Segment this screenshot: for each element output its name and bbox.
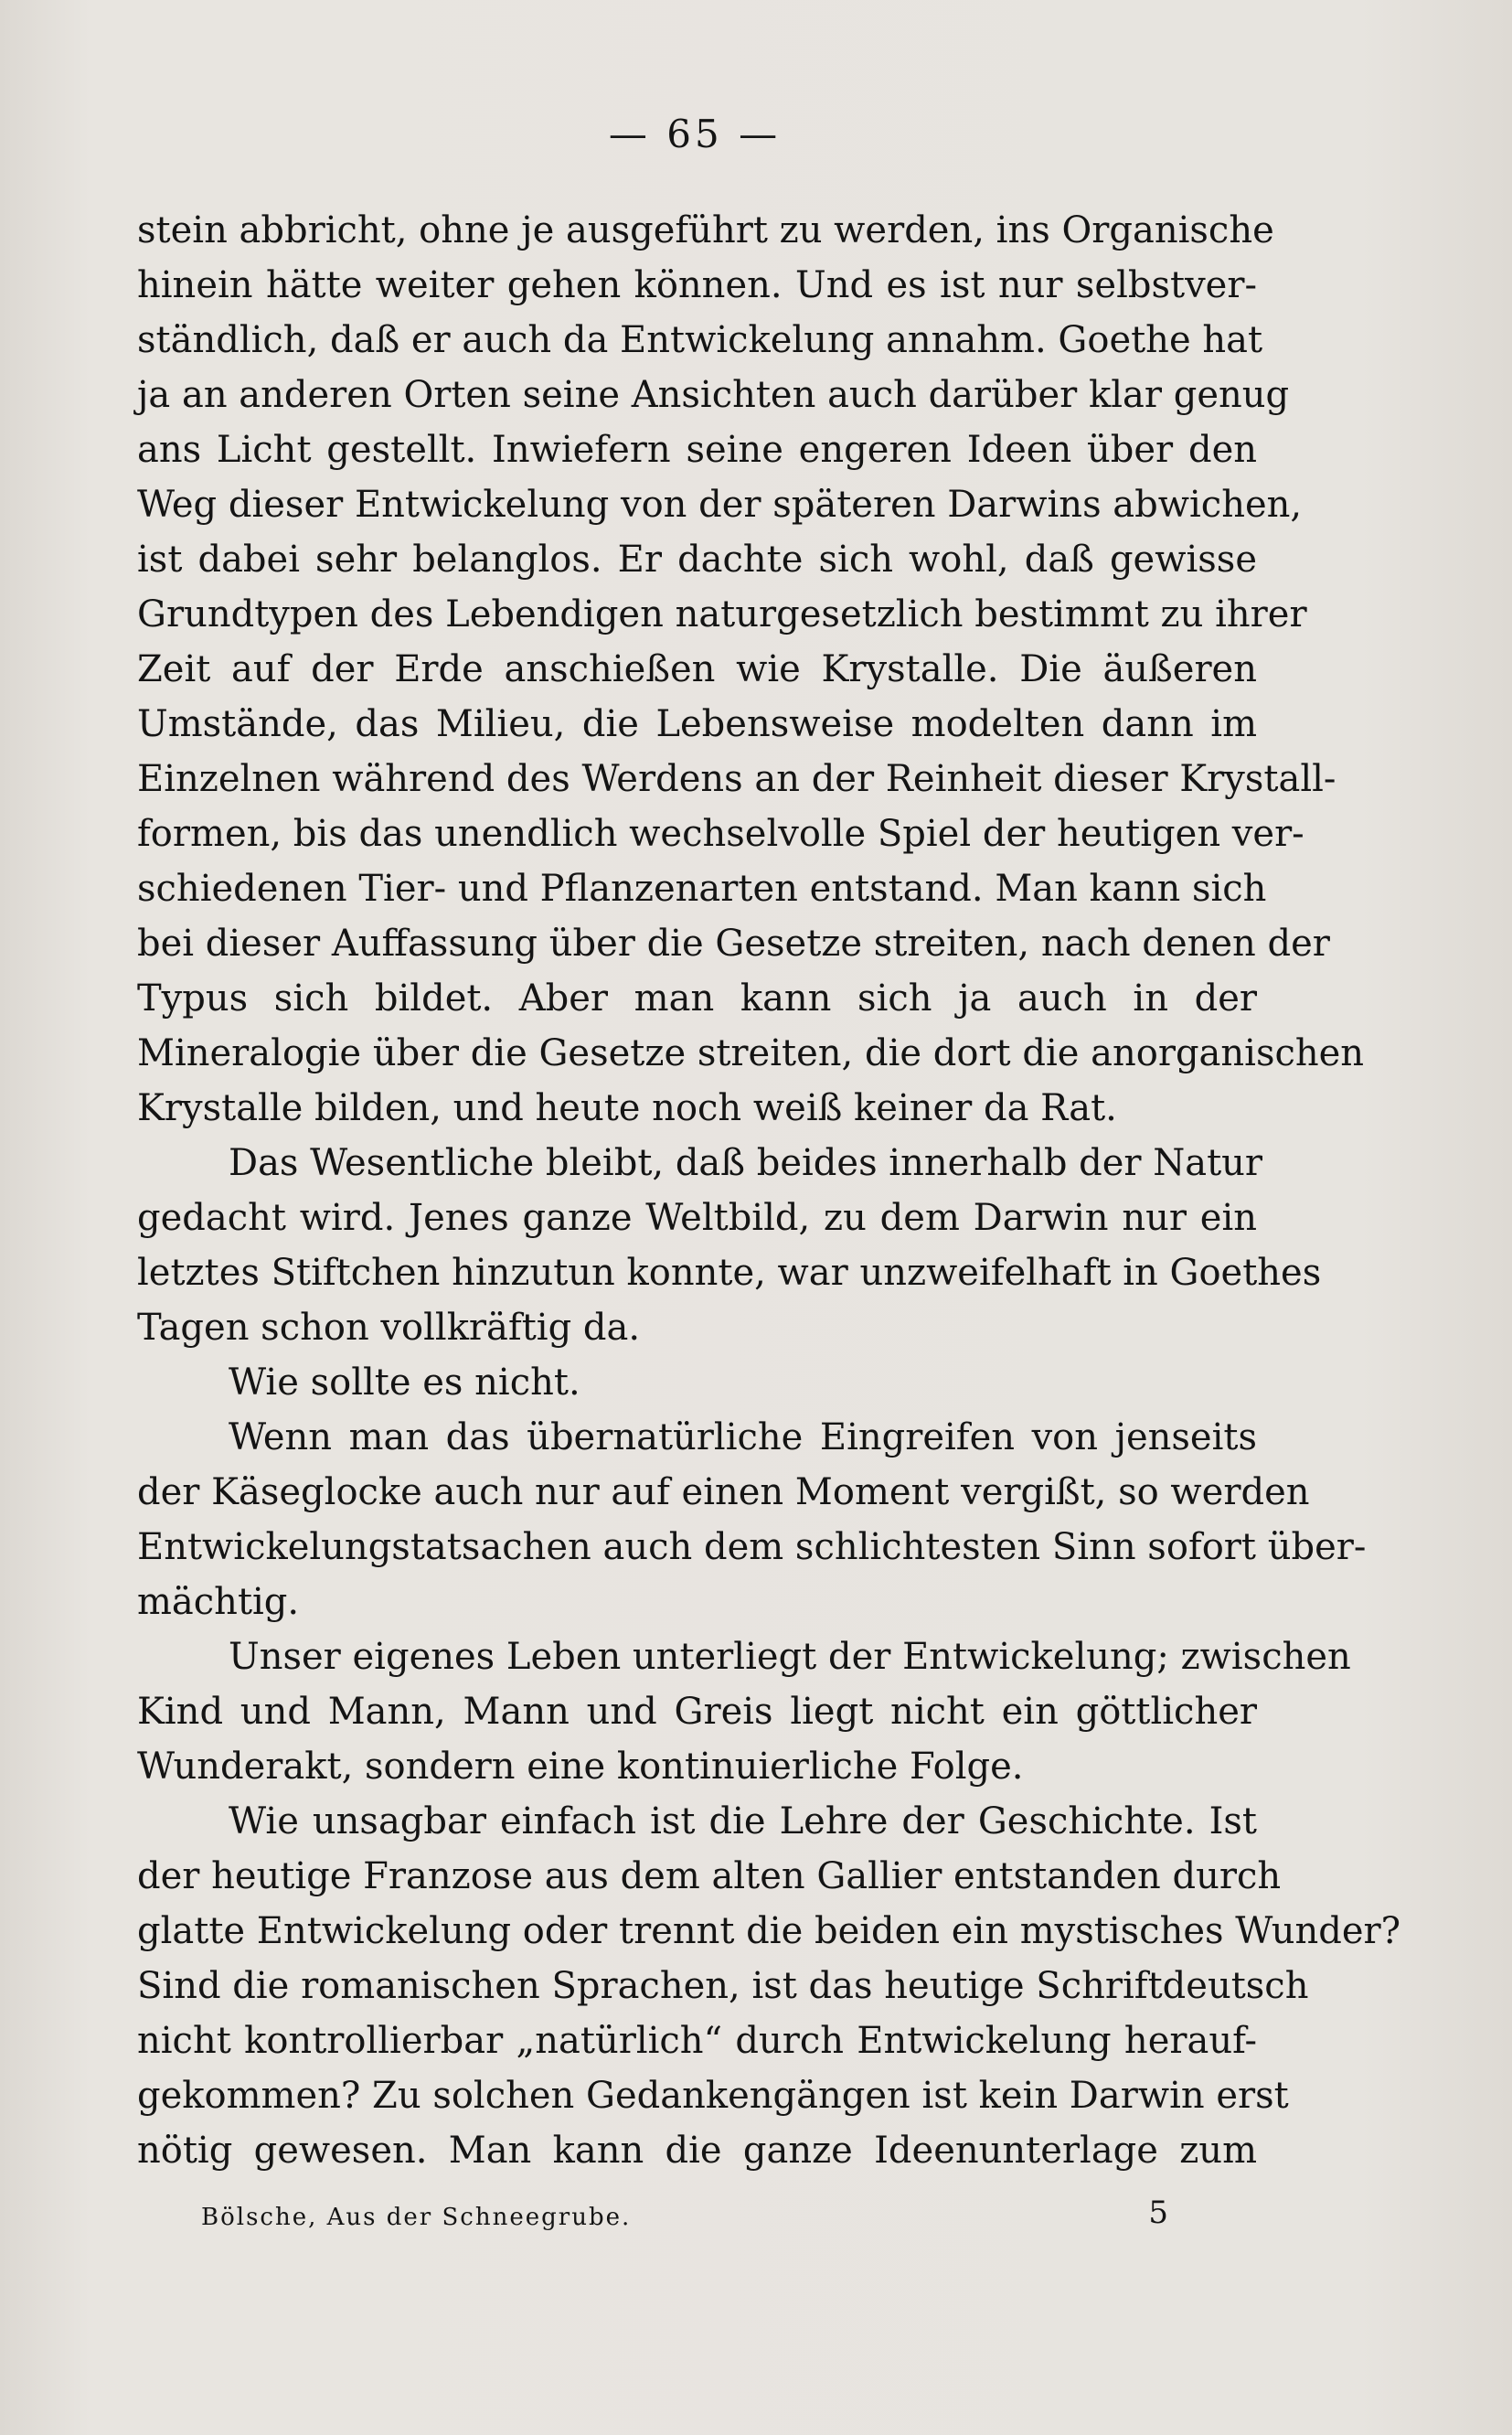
- text-line: letztes Stiftchen hinzutun konnte, war unzweifelhaft in Goethes: [137, 1252, 1322, 1294]
- text-line: Kind und Mann, Mann und Greis liegt nicht ein göttlicher: [137, 1691, 1257, 1733]
- text-line: Unser eigenes Leben unterliegt der Entwickelung; zwischen: [229, 1636, 1351, 1678]
- text-line: ständlich, daß er auch da Entwickelung annahm. Goethe hat: [137, 319, 1263, 361]
- text-line: ja an anderen Orten seine Ansichten auch darüber klar genug: [137, 374, 1290, 416]
- text-line: Typus sich bildet. Aber man kann sich ja auch in der: [137, 977, 1257, 1020]
- text-line: Wenn man das übernatürliche Eingreifen von jenseits: [229, 1416, 1257, 1458]
- text-line: Einzelnen während des Werdens an der Reinheit dieser Krystall-: [137, 758, 1336, 800]
- text-line: mächtig.: [137, 1581, 300, 1623]
- text-line: nicht kontrollierbar „natürlich“ durch Entwickelung herauf-: [137, 2020, 1257, 2062]
- text-line: Mineralogie über die Gesetze streiten, die dort die anorganischen: [137, 1032, 1365, 1074]
- text-line: Umstände, das Milieu, die Lebensweise modelten dann im: [137, 703, 1257, 745]
- text-line: Wie unsagbar einfach ist die Lehre der Geschichte. Ist: [229, 1800, 1257, 1842]
- text-line: schiedenen Tier- und Pflanzenarten entstand. Man kann sich: [137, 868, 1267, 910]
- text-line: Grundtypen des Lebendigen naturgesetzlich bestimmt zu ihrer: [137, 593, 1307, 635]
- text-line: glatte Entwickelung oder trennt die beiden ein mystisches Wunder?: [137, 1910, 1401, 1952]
- page-number: — 65 —: [608, 112, 782, 156]
- text-line: der heutige Franzose aus dem alten Gallier entstanden durch: [137, 1855, 1282, 1897]
- text-line: gedacht wird. Jenes ganze Weltbild, zu dem Darwin nur ein: [137, 1197, 1257, 1239]
- text-line: Tagen schon vollkräftig da.: [137, 1307, 641, 1349]
- text-line: nötig gewesen. Man kann die ganze Ideenunterlage zum: [137, 2130, 1257, 2172]
- body-text: [137, 203, 1401, 2178]
- text-line: stein abbricht, ohne je ausgeführt zu werden, ins Organische: [137, 209, 1274, 251]
- text-line: Das Wesentliche bleibt, daß beides innerhalb der Natur: [229, 1142, 1263, 1184]
- text-line: Wie sollte es nicht.: [229, 1362, 580, 1404]
- text-line: Wunderakt, sondern eine kontinuierliche Folge.: [137, 1746, 1024, 1788]
- text-line: formen, bis das unendlich wechselvolle Spiel der heutigen ver-: [137, 813, 1304, 855]
- signature-mark: 5: [1148, 2195, 1170, 2231]
- text-line: ist dabei sehr belanglos. Er dachte sich wohl, daß gewisse: [137, 539, 1257, 581]
- text-line: Entwickelungstatsachen auch dem schlichtesten Sinn sofort über-: [137, 1526, 1367, 1568]
- page-footer: [201, 2195, 1170, 2231]
- text-line: Sind die romanischen Sprachen, ist das heutige Schriftdeutsch: [137, 1965, 1309, 2007]
- text-line: Zeit auf der Erde anschießen wie Krystalle. Die äußeren: [137, 648, 1257, 690]
- text-line: gekommen? Zu solchen Gedankengängen ist kein Darwin erst: [137, 2075, 1289, 2117]
- text-line: Weg dieser Entwickelung von der späteren Darwins abwichen,: [137, 484, 1303, 526]
- text-line: hinein hätte weiter gehen können. Und es ist nur selbstver-: [137, 264, 1257, 306]
- text-line: bei dieser Auffassung über die Gesetze streiten, nach denen der: [137, 923, 1330, 965]
- text-line: der Käseglocke auch nur auf einen Moment vergißt, so werden: [137, 1471, 1310, 1513]
- text-line: Krystalle bilden, und heute noch weiß keiner da Rat.: [137, 1087, 1117, 1129]
- text-line: ans Licht gestellt. Inwiefern seine engeren Ideen über den: [137, 429, 1257, 471]
- footer-imprint: Bölsche, Aus der Schneegrube.: [201, 2204, 632, 2231]
